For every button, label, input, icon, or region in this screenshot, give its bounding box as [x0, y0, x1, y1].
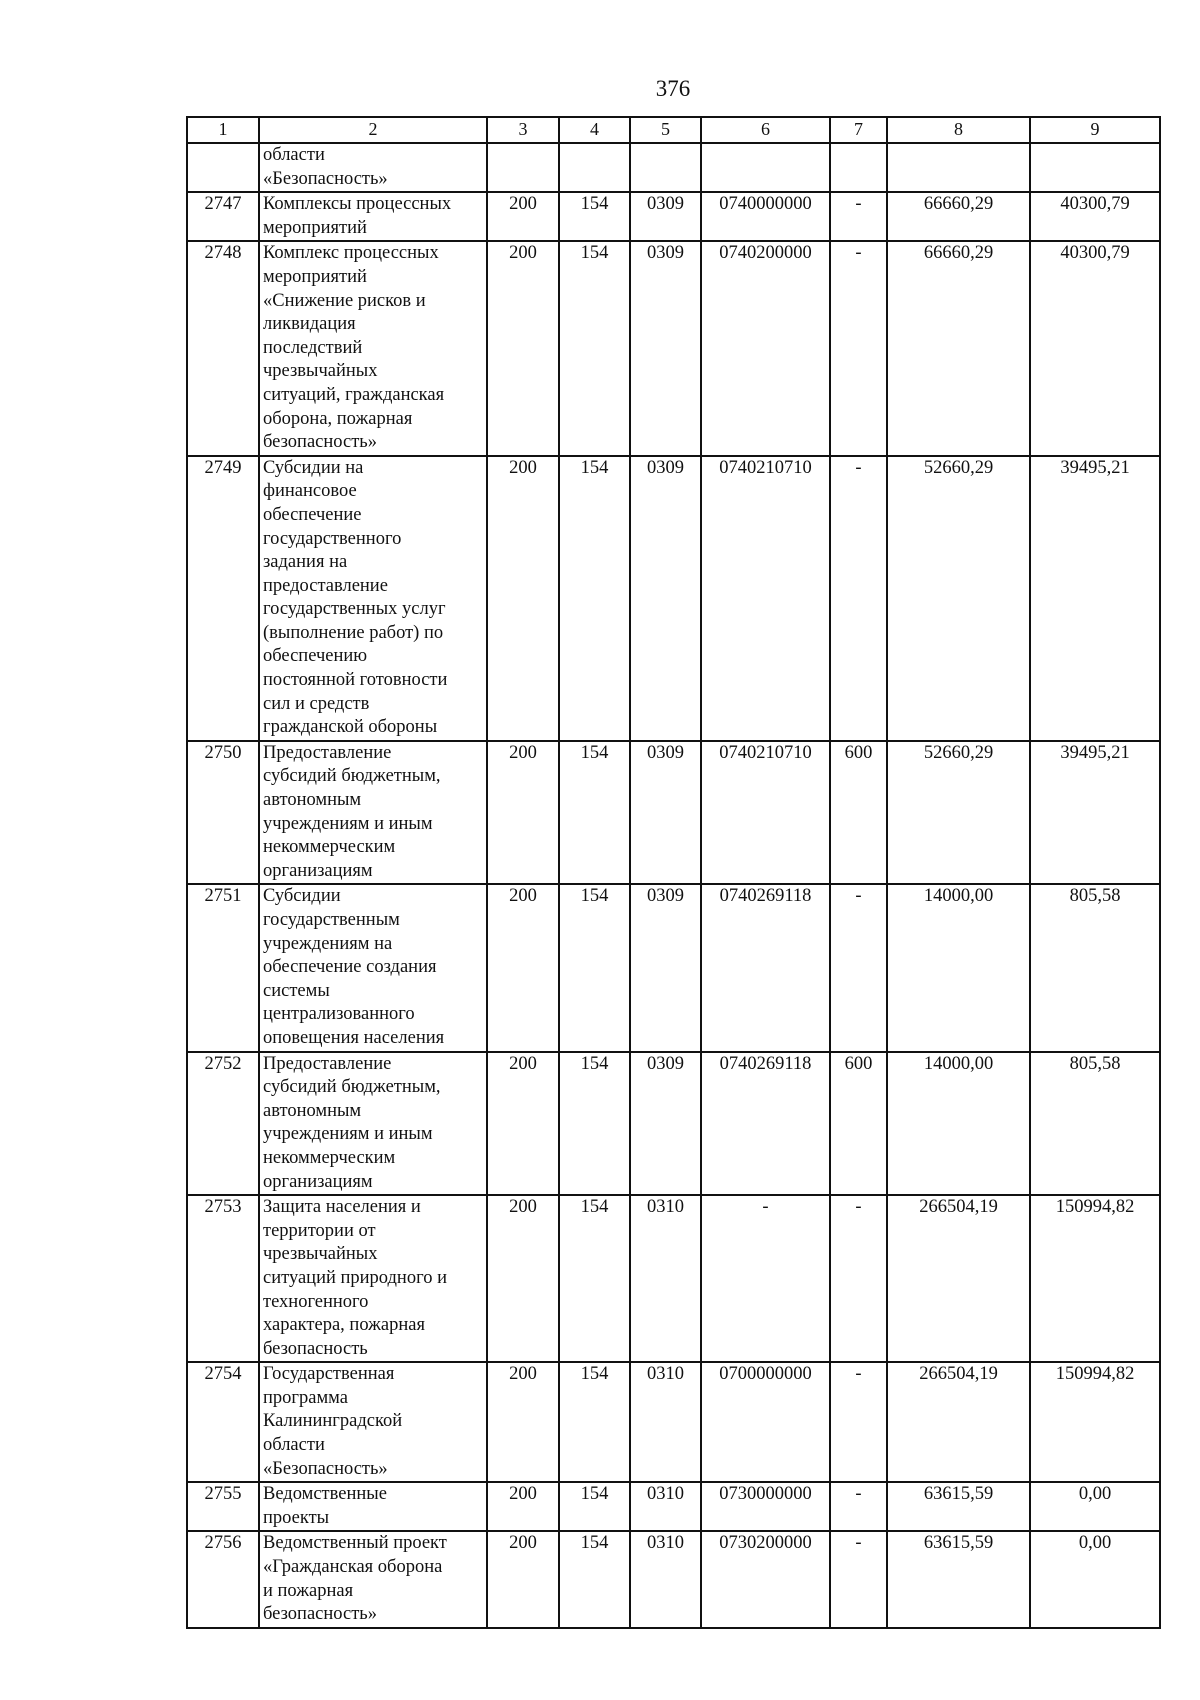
- header-cell-8: 8: [887, 117, 1030, 143]
- item-name-cell: Защита населения и территории от чрезвычайных ситуаций природного и техногенного характера, пожарная безопасность: [259, 1195, 487, 1362]
- header-cell-4: 4: [559, 117, 630, 143]
- target-article-cell: 0740200000: [701, 241, 830, 455]
- amount-col8-cell: 63615,59: [887, 1482, 1030, 1531]
- expense-type-cell: [830, 143, 887, 192]
- code-4-cell: 154: [559, 241, 630, 455]
- target-article-cell: [701, 143, 830, 192]
- item-name-cell: Комплексы процессных мероприятий: [259, 192, 487, 241]
- item-name-cell: области «Безопасность»: [259, 143, 487, 192]
- code-4-cell: [559, 143, 630, 192]
- header-cell-1: 1: [187, 117, 259, 143]
- code-4-cell: 154: [559, 1531, 630, 1627]
- section-code-cell: 0309: [630, 884, 701, 1051]
- header-row: [187, 117, 1160, 143]
- code-4-cell: 154: [559, 1195, 630, 1362]
- amount-col8-cell: 14000,00: [887, 884, 1030, 1051]
- table-row: [187, 1052, 1160, 1196]
- target-article-cell: 0740000000: [701, 192, 830, 241]
- row-number-cell: 2752: [187, 1052, 259, 1196]
- code-4-cell: 154: [559, 1052, 630, 1196]
- code-3-cell: 200: [487, 1531, 559, 1627]
- amount-col8-cell: 266504,19: [887, 1195, 1030, 1362]
- header-cell-9: 9: [1030, 117, 1160, 143]
- section-code-cell: 0310: [630, 1531, 701, 1627]
- code-4-cell: 154: [559, 741, 630, 885]
- amount-col8-cell: 52660,29: [887, 456, 1030, 741]
- expense-type-cell: -: [830, 1482, 887, 1531]
- amount-col9-cell: [1030, 143, 1160, 192]
- item-name-cell: Субсидии государственным учреждениям на обеспечение создания системы централизованного оповещения населения: [259, 884, 487, 1051]
- code-4-cell: 154: [559, 456, 630, 741]
- item-name-cell: Предоставление субсидий бюджетным, автономным учреждениям и иным некоммерческим организациям: [259, 741, 487, 885]
- expense-type-cell: -: [830, 192, 887, 241]
- section-code-cell: 0309: [630, 241, 701, 455]
- amount-col9-cell: 40300,79: [1030, 241, 1160, 455]
- header-cell-3: 3: [487, 117, 559, 143]
- amount-col9-cell: 805,58: [1030, 1052, 1160, 1196]
- table-row: [187, 192, 1160, 241]
- code-3-cell: 200: [487, 456, 559, 741]
- code-3-cell: 200: [487, 192, 559, 241]
- code-4-cell: 154: [559, 192, 630, 241]
- budget-table: [186, 116, 1161, 1629]
- header-cell-6: 6: [701, 117, 830, 143]
- target-article-cell: -: [701, 1195, 830, 1362]
- amount-col8-cell: 66660,29: [887, 241, 1030, 455]
- target-article-cell: 0740210710: [701, 741, 830, 885]
- table-row: [187, 1482, 1160, 1531]
- amount-col8-cell: 52660,29: [887, 741, 1030, 885]
- table-row: [187, 1362, 1160, 1482]
- section-code-cell: 0309: [630, 192, 701, 241]
- row-number-cell: 2748: [187, 241, 259, 455]
- amount-col8-cell: 63615,59: [887, 1531, 1030, 1627]
- section-code-cell: 0309: [630, 741, 701, 885]
- item-name-cell: Субсидии на финансовое обеспечение государственного задания на предоставление государственных услуг (выполнение работ) по обеспечению постоянной готовности сил и средств гражданской обороны: [259, 456, 487, 741]
- code-3-cell: 200: [487, 741, 559, 885]
- target-article-cell: 0730200000: [701, 1531, 830, 1627]
- row-number-cell: 2754: [187, 1362, 259, 1482]
- amount-col9-cell: 150994,82: [1030, 1362, 1160, 1482]
- amount-col8-cell: [887, 143, 1030, 192]
- section-code-cell: 0309: [630, 1052, 701, 1196]
- table-row: [187, 741, 1160, 885]
- item-name-cell: Комплекс процессных мероприятий «Снижение рисков и ликвидация последствий чрезвычайных ситуаций, гражданская оборона, пожарная безопасность»: [259, 241, 487, 455]
- section-code-cell: 0309: [630, 456, 701, 741]
- row-number-cell: [187, 143, 259, 192]
- code-4-cell: 154: [559, 1362, 630, 1482]
- page-number: 376: [655, 76, 691, 101]
- code-3-cell: 200: [487, 884, 559, 1051]
- amount-col9-cell: 39495,21: [1030, 456, 1160, 741]
- item-name-cell: Государственная программа Калининградской области «Безопасность»: [259, 1362, 487, 1482]
- amount-col9-cell: 39495,21: [1030, 741, 1160, 885]
- table-row: [187, 1195, 1160, 1362]
- expense-type-cell: -: [830, 1531, 887, 1627]
- expense-type-cell: -: [830, 1195, 887, 1362]
- amount-col9-cell: 40300,79: [1030, 192, 1160, 241]
- table-row: [187, 143, 1160, 192]
- row-number-cell: 2750: [187, 741, 259, 885]
- header-cell-7: 7: [830, 117, 887, 143]
- amount-col9-cell: 805,58: [1030, 884, 1160, 1051]
- expense-type-cell: 600: [830, 741, 887, 885]
- amount-col8-cell: 14000,00: [887, 1052, 1030, 1196]
- target-article-cell: 0740269118: [701, 884, 830, 1051]
- amount-col9-cell: 150994,82: [1030, 1195, 1160, 1362]
- expense-type-cell: -: [830, 884, 887, 1051]
- code-3-cell: [487, 143, 559, 192]
- item-name-cell: Ведомственные проекты: [259, 1482, 487, 1531]
- section-code-cell: [630, 143, 701, 192]
- expense-type-cell: 600: [830, 1052, 887, 1196]
- header-cell-2: 2: [259, 117, 487, 143]
- target-article-cell: 0740210710: [701, 456, 830, 741]
- code-3-cell: 200: [487, 1052, 559, 1196]
- target-article-cell: 0740269118: [701, 1052, 830, 1196]
- row-number-cell: 2749: [187, 456, 259, 741]
- table-row: [187, 1531, 1160, 1627]
- table-row: [187, 456, 1160, 741]
- section-code-cell: 0310: [630, 1362, 701, 1482]
- code-3-cell: 200: [487, 1195, 559, 1362]
- row-number-cell: 2747: [187, 192, 259, 241]
- item-name-cell: Ведомственный проект «Гражданская оборона и пожарная безопасность»: [259, 1531, 487, 1627]
- expense-type-cell: -: [830, 241, 887, 455]
- target-article-cell: 0700000000: [701, 1362, 830, 1482]
- expense-type-cell: -: [830, 1362, 887, 1482]
- table-row: [187, 884, 1160, 1051]
- row-number-cell: 2753: [187, 1195, 259, 1362]
- code-4-cell: 154: [559, 1482, 630, 1531]
- amount-col9-cell: 0,00: [1030, 1482, 1160, 1531]
- row-number-cell: 2751: [187, 884, 259, 1051]
- row-number-cell: 2756: [187, 1531, 259, 1627]
- amount-col8-cell: 266504,19: [887, 1362, 1030, 1482]
- target-article-cell: 0730000000: [701, 1482, 830, 1531]
- section-code-cell: 0310: [630, 1482, 701, 1531]
- code-3-cell: 200: [487, 1362, 559, 1482]
- code-3-cell: 200: [487, 241, 559, 455]
- header-cell-5: 5: [630, 117, 701, 143]
- amount-col8-cell: 66660,29: [887, 192, 1030, 241]
- code-4-cell: 154: [559, 884, 630, 1051]
- amount-col9-cell: 0,00: [1030, 1531, 1160, 1627]
- row-number-cell: 2755: [187, 1482, 259, 1531]
- item-name-cell: Предоставление субсидий бюджетным, автономным учреждениям и иным некоммерческим организациям: [259, 1052, 487, 1196]
- table-row: [187, 241, 1160, 455]
- code-3-cell: 200: [487, 1482, 559, 1531]
- section-code-cell: 0310: [630, 1195, 701, 1362]
- expense-type-cell: -: [830, 456, 887, 741]
